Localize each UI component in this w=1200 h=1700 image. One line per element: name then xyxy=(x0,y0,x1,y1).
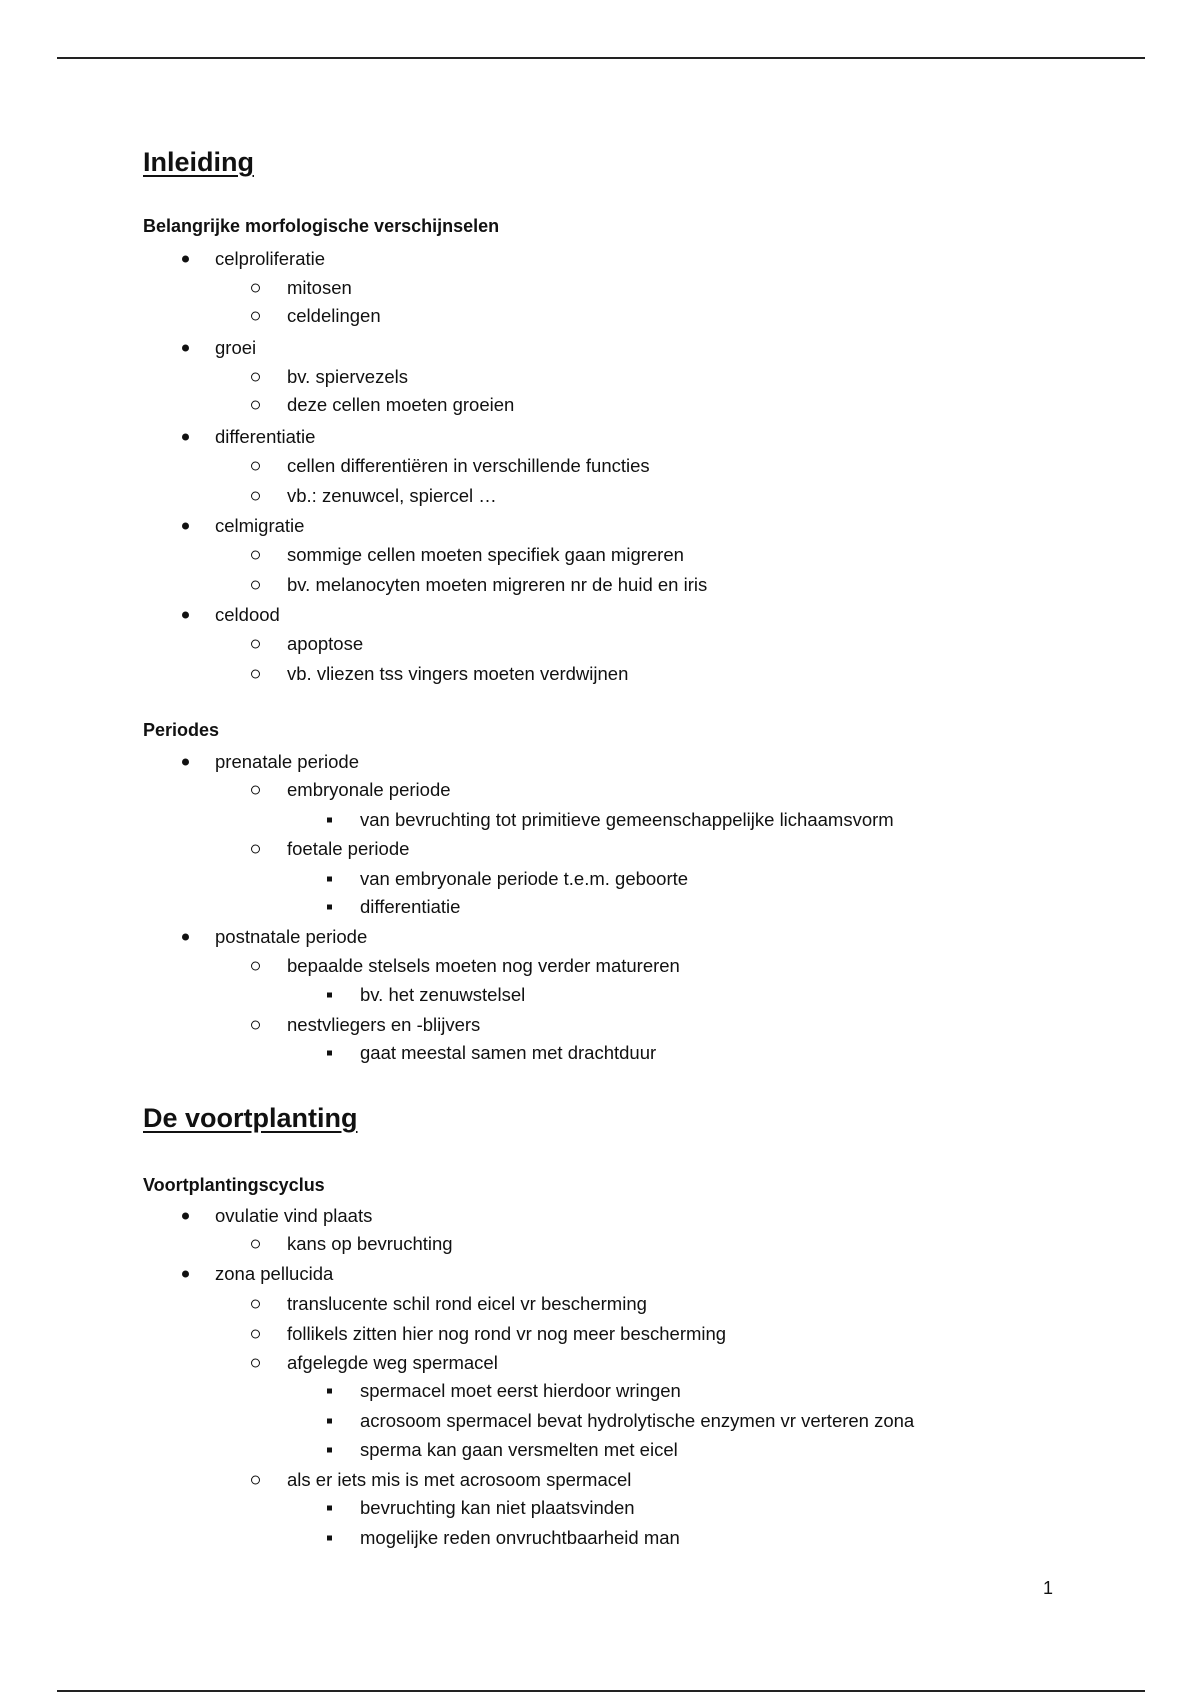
subsection-heading: Belangrijke morfologische verschijnselen xyxy=(143,216,500,236)
square-bullet-icon xyxy=(327,1448,332,1453)
bullet-icon xyxy=(182,1213,189,1220)
section-title: Inleiding xyxy=(143,147,254,177)
list-item: bepaalde stelsels moeten nog verder matureren xyxy=(287,955,680,977)
list-item: sommige cellen moeten specifiek gaan migreren xyxy=(287,544,684,566)
square-bullet-icon xyxy=(327,905,332,910)
list-item: bevruchting kan niet plaatsvinden xyxy=(360,1497,635,1519)
bullet-icon xyxy=(182,434,189,441)
square-bullet-icon xyxy=(327,1536,332,1541)
circle-bullet-icon xyxy=(251,401,260,410)
list-item: celproliferatie xyxy=(215,248,325,270)
circle-bullet-icon xyxy=(251,312,260,321)
list-item: van embryonale periode t.e.m. geboorte xyxy=(360,868,688,890)
list-item: sperma kan gaan versmelten met eicel xyxy=(360,1439,678,1461)
list-item: ovulatie vind plaats xyxy=(215,1205,372,1227)
page-number: 1 xyxy=(1043,1578,1054,1598)
subsection-heading: Periodes xyxy=(143,720,220,740)
bullet-icon xyxy=(182,523,189,530)
list-item: mogelijke reden onvruchtbaarheid man xyxy=(360,1527,680,1549)
square-bullet-icon xyxy=(327,877,332,882)
section-title: De voortplanting xyxy=(143,1103,358,1133)
list-item: mitosen xyxy=(287,277,352,299)
circle-bullet-icon xyxy=(251,1359,260,1368)
header-rule xyxy=(57,57,1145,59)
list-item: afgelegde weg spermacel xyxy=(287,1352,498,1374)
circle-bullet-icon xyxy=(251,1021,260,1030)
list-item: groei xyxy=(215,337,256,359)
list-item: zona pellucida xyxy=(215,1263,333,1285)
circle-bullet-icon xyxy=(251,551,260,560)
list-item: cellen differentiëren in verschillende functies xyxy=(287,455,650,477)
list-item: deze cellen moeten groeien xyxy=(287,394,514,416)
circle-bullet-icon xyxy=(251,786,260,795)
bullet-icon xyxy=(182,612,189,619)
list-item: bv. spiervezels xyxy=(287,366,408,388)
circle-bullet-icon xyxy=(251,1476,260,1485)
subsection-heading: Voortplantingscyclus xyxy=(143,1175,325,1195)
circle-bullet-icon xyxy=(251,1300,260,1309)
list-item: celmigratie xyxy=(215,515,304,537)
square-bullet-icon xyxy=(327,818,332,823)
list-item: bv. melanocyten moeten migreren nr de huid en iris xyxy=(287,574,707,596)
square-bullet-icon xyxy=(327,1419,332,1424)
bullet-icon xyxy=(182,256,189,263)
bullet-icon xyxy=(182,934,189,941)
bullet-icon xyxy=(182,345,189,352)
list-item: acrosoom spermacel bevat hydrolytische enzymen vr verteren zona xyxy=(360,1410,914,1432)
list-item: follikels zitten hier nog rond vr nog meer bescherming xyxy=(287,1323,726,1345)
list-item: postnatale periode xyxy=(215,926,367,948)
list-item: als er iets mis is met acrosoom spermacel xyxy=(287,1469,631,1491)
square-bullet-icon xyxy=(327,1389,332,1394)
list-item: prenatale periode xyxy=(215,751,359,773)
circle-bullet-icon xyxy=(251,845,260,854)
bullet-icon xyxy=(182,759,189,766)
circle-bullet-icon xyxy=(251,284,260,293)
list-item: celdelingen xyxy=(287,305,381,327)
circle-bullet-icon xyxy=(251,492,260,501)
circle-bullet-icon xyxy=(251,462,260,471)
circle-bullet-icon xyxy=(251,1240,260,1249)
square-bullet-icon xyxy=(327,993,332,998)
list-item: celdood xyxy=(215,604,280,626)
list-item: differentiatie xyxy=(360,896,460,918)
circle-bullet-icon xyxy=(251,962,260,971)
list-item: bv. het zenuwstelsel xyxy=(360,984,525,1006)
list-item: vb.: zenuwcel, spiercel … xyxy=(287,485,497,507)
square-bullet-icon xyxy=(327,1051,332,1056)
list-item: differentiatie xyxy=(215,426,315,448)
footer-rule xyxy=(57,1690,1145,1692)
list-item: van bevruchting tot primitieve gemeenschappelijke lichaamsvorm xyxy=(360,809,894,831)
circle-bullet-icon xyxy=(251,581,260,590)
list-item: kans op bevruchting xyxy=(287,1233,453,1255)
circle-bullet-icon xyxy=(251,670,260,679)
list-item: apoptose xyxy=(287,633,363,655)
circle-bullet-icon xyxy=(251,373,260,382)
list-item: translucente schil rond eicel vr bescherming xyxy=(287,1293,647,1315)
circle-bullet-icon xyxy=(251,640,260,649)
list-item: gaat meestal samen met drachtduur xyxy=(360,1042,656,1064)
list-item: foetale periode xyxy=(287,838,409,860)
circle-bullet-icon xyxy=(251,1330,260,1339)
list-item: nestvliegers en -blijvers xyxy=(287,1014,480,1036)
list-item: vb. vliezen tss vingers moeten verdwijnen xyxy=(287,663,628,685)
list-item: embryonale periode xyxy=(287,779,451,801)
bullet-icon xyxy=(182,1271,189,1278)
list-item: spermacel moet eerst hierdoor wringen xyxy=(360,1380,681,1402)
square-bullet-icon xyxy=(327,1506,332,1511)
